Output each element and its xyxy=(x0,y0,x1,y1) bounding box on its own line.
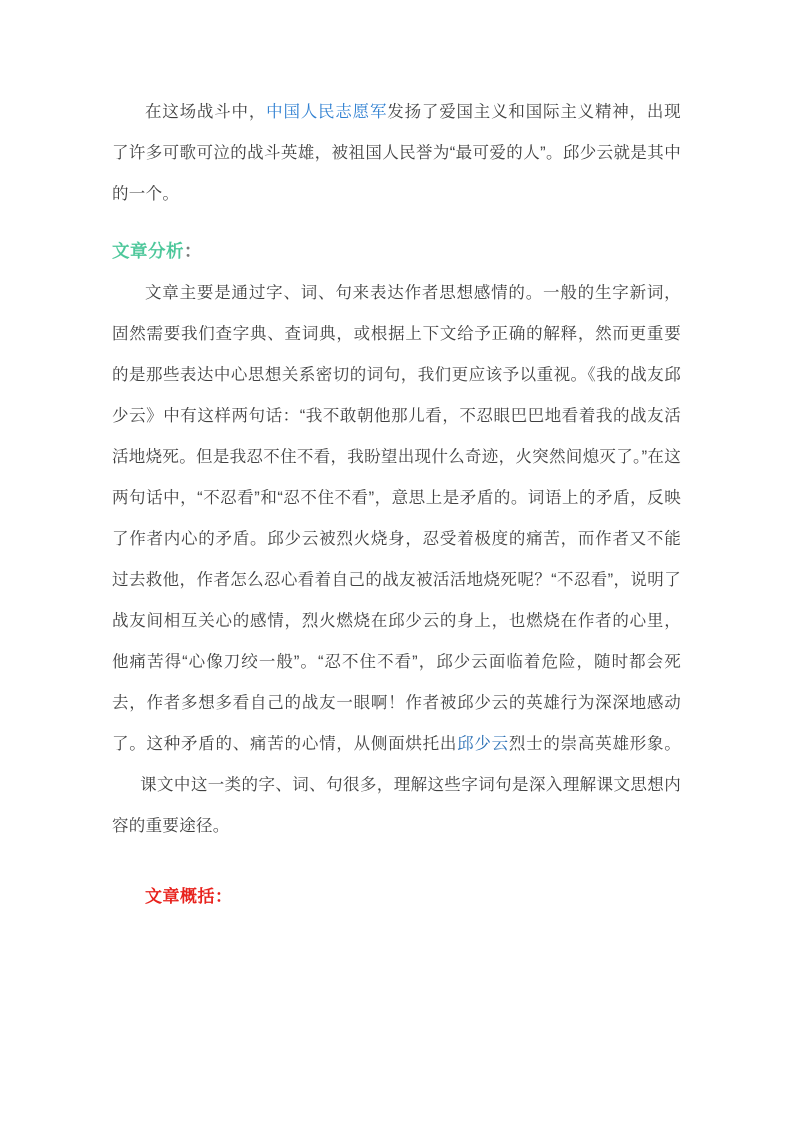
intro-text-before-link: 在这场战斗中， xyxy=(145,103,267,121)
heading-article-analysis-colon: ： xyxy=(184,241,202,261)
intro-text-after-link: 发扬了爱国主义和国际主义精神，出现了许多可歌可泣的战斗英雄，被祖国人民誉为“最可爱的人”。邱少云就是其中的一个。 xyxy=(112,103,681,203)
paragraph-intro xyxy=(112,92,681,215)
heading-article-summary xyxy=(112,877,681,917)
link-chinese-volunteer-army[interactable]: 中国人民志愿军 xyxy=(266,103,388,121)
heading-article-summary-colon: ： xyxy=(215,887,233,906)
paragraph-analysis xyxy=(112,273,681,847)
analysis-text-part2: 烈士的崇高英雄形象。 xyxy=(508,735,682,753)
link-qiu-shaoyun[interactable]: 邱少云 xyxy=(457,735,509,753)
analysis-text-part3: 课文中这一类的字、词、句很多，理解这些字词句是深入理解课文思想内容的重要途径。 xyxy=(112,776,681,835)
heading-article-summary-label: 文章概括 xyxy=(145,887,215,906)
heading-article-analysis xyxy=(112,231,681,271)
analysis-text-part1: 文章主要是通过字、词、句来表达作者思想感情的。一般的生字新词，固然需要我们查字典、查词典，或根据上下文给予正确的解释，然而更重要的是那些表达中心思想关系密切的词句，我们更应该予以重视。《我的战友邱少云》中有这样两句话：“我不敢朝他那儿看，不忍眼巴巴地看着我的战友活活地烧死。但是我忍不住不看，我盼望出现什么奇迹，火突然间熄灭了。”在这两句话中，“不忍看”和“忍不住不看”，意思上是矛盾的。词语上的矛盾，反映了作者内心的矛盾。邱少云被烈火烧身，忍受着极度的痛苦，而作者又不能过去救他，作者怎么忍心看着自己的战友被活活地烧死呢？“不忍看”，说明了战友间相互关心的感情，烈火燃烧在邱少云的身上，也燃烧在作者的心里，他痛苦得“心像刀绞一般”。“忍不住不看”，邱少云面临着危险，随时都会死去，作者多想多看自己的战友一眼啊！作者被邱少云的英雄行为深深地感动了。这种矛盾的、痛苦的心情，从侧面烘托出 xyxy=(112,284,681,753)
heading-article-analysis-label: 文章分析 xyxy=(112,241,184,261)
